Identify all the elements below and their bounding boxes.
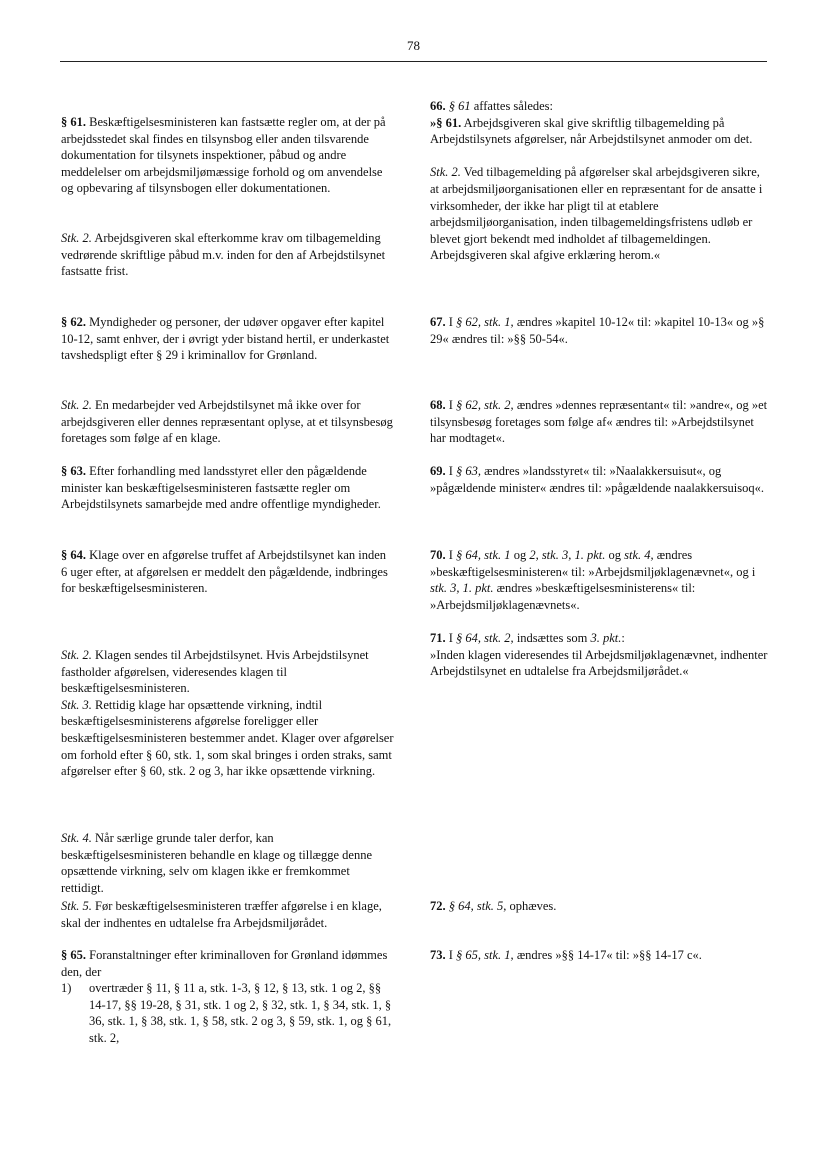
stk-label: Stk. 2. [61,231,92,245]
stk-text: Arbejdsgiveren skal efterkomme krav om tilbagemelding vedrørende skriftlige påbud m.v. inden for den af Arbejdstilsynet fastsatte frist. [61,231,386,279]
amendment-text: ændres »landsstyret« til: »Naalakkersuisut«, og »pågældende minister« ændres til: »pågældende naalakkersuisoq«. [430,464,764,495]
amendment-text: ændres »beskæftigelsesministeren« til: »Arbejdsmiljøklagenævnet«, og i [430,548,756,579]
amendment-prefix: I [445,464,457,478]
amendment-70 [430,547,768,613]
section-text: Klage over en afgørelse truffet af Arbejdstilsynet kan inden 6 uger efter, at afgørelsen er meddelt den pågældende, indbringes for beskæftigelsesministeren. [61,548,388,596]
amendment-prefix: I [445,631,457,645]
amendment-71 [430,630,768,680]
amendment-reference: § 64, stk. 2, [456,631,514,645]
section-text: Foranstaltninger efter kriminalloven for Grønland idømmes den, der [61,948,388,979]
section-64-stk-5 [61,898,395,931]
amendment-69 [430,463,768,496]
stk-label: Stk. 5. [61,899,92,913]
section-label: § 63. [61,464,86,478]
section-label: § 61. [61,115,86,129]
amendment-number: 67. [430,315,446,329]
section-64 [61,547,395,597]
stk-text: Klagen sendes til Arbejdstilsynet. Hvis Arbejdstilsynet fastholder afgørelsen, videresendes klagen til beskæftigelsesministeren. [61,648,369,696]
amendment-number: 73. [430,948,446,962]
amendment-connector: og [510,548,530,562]
section-62 [61,314,395,364]
stk-text: Når særlige grunde taler derfor, kan beskæftigelsesministeren behandle en klage og tillægge denne opsættende virkning, selv om klagen ikke er fremkommet rettidigt. [61,831,373,895]
section-label: § 64. [61,548,86,562]
section-61-stk-2 [61,230,395,280]
amendment-text: ændres »dennes repræsentant« til: »andre«, og »et tilsynsbesøg foretages som følge af« ændres til: »Arbejdstilsynet har modtaget«. [430,398,768,446]
amendment-text: , ophæves. [503,899,557,913]
stk-label: Stk. 3. [61,697,92,712]
section-label: § 62. [61,315,86,329]
amendment-prefix: I [445,948,457,962]
section-62-stk-2 [61,397,395,447]
page-number: 78 [407,38,420,53]
amendment-text: ændres »beskæftigelsesministerens« til: »Arbejdsmiljøklagenævnets«. [430,581,696,612]
amendment-reference: § 65, stk. 1, [456,948,514,962]
section-text: Myndigheder og personer, der udøver opgaver efter kapitel 10-12, samt enhver, der i øvrigt yder bistand hertil, er underkastet tavshedspligt efter § 29 i kriminallov for Grønland. [61,315,390,363]
amendment-reference: § 62, stk. 1, [456,315,514,329]
stk-text: En medarbejder ved Arbejdstilsynet må ikke over for arbejdsgiveren eller dennes repræsentant oplyse, at et tilsynsbesøg foretages som følge af en klage. [61,398,393,446]
amendment-66 [430,98,768,264]
header-rule [60,61,767,62]
amendment-73 [430,947,768,964]
amendment-text: ændres »kapitel 10-12« til: »kapitel 10-13« og »§ 29« ændres til: »§§ 50-54«. [430,315,765,346]
amendment-prefix: I [445,548,457,562]
amendment-72 [430,898,768,915]
section-65 [61,947,395,1047]
quote-label: »§ 61. [430,115,462,130]
amendment-text: indsættes som [513,631,591,645]
list-item [61,980,395,1046]
amendment-number: 69. [430,464,446,478]
amendment-prefix: I [445,398,457,412]
section-63 [61,463,395,513]
stk-text: Ved tilbagemelding på afgørelser skal arbejdsgiveren sikre, at arbejdsmiljøorganisationen eller en repræsentant for de ansatte i virksomheder, der ikke har pligt til at etablere arbejdsmiljøorganisation, inden tilbagemeldingsfristens udløb er blevet gjort bekendt med indholdet af tilbagemeldingen. Arbejdsgiveren skal afgive erklæring herom.« [430,165,763,263]
amendment-67 [430,314,768,347]
section-64-stk-2-3 [61,647,395,780]
stk-label: Stk. 2. [430,165,461,180]
amendment-68 [430,397,768,447]
amendment-number: 68. [430,398,446,412]
amendment-text: : [621,631,625,645]
section-text: Beskæftigelsesministeren kan fastsætte regler om, at der på arbejdsstedet skal findes en tilsynsbog eller anden tilsvarende dokumentation for tilsynets inspektioner, påbud og andre meddelelser om arbejdsmiljømæssige forhold og om anvendelse og opbevaring af tilsynsbogen eller dokumentationen. [61,115,386,196]
section-64-stk-4 [61,830,395,896]
section-text: Efter forhandling med landsstyret eller den pågældende minister kan beskæftigelsesministeren fastsætte regler om Arbejdstilsynets samarbejde med andre offentlige myndigheder. [61,464,381,512]
quote-text: Arbejdsgiveren skal give skriftlig tilbagemelding på Arbejdstilsynets afgørelser, når Arbejdstilsynet anmoder om det. [430,115,753,147]
section-61 [61,114,395,197]
list-item-number: 1) [61,981,72,996]
amendment-number: 72. [430,899,446,913]
amendment-connector: og [605,548,625,562]
amendment-number: 70. [430,548,446,562]
amendment-number: 66. [430,99,446,113]
amendment-text: ændres »§§ 14-17« til: »§§ 14-17 c«. [513,948,702,962]
amendment-text: affattes således: [470,99,553,113]
amendment-prefix: I [445,315,457,329]
amendment-reference: § 61 [448,99,471,113]
amendment-number: 71. [430,631,446,645]
list-item-text: overtræder § 11, § 11 a, stk. 1-3, § 12, § 13, stk. 1 og 2, §§ 14-17, §§ 19-28, § 31, stk. 1 og 2, § 32, stk. 1, § 34, stk. 1, § 36, stk. 1, § 38, stk. 1, § 58, stk. 2 og 3, § 59, stk. 1, og § 61, stk. 2, [89,981,392,1045]
section-label: § 65. [61,948,86,962]
quote-text: »Inden klagen videresendes til Arbejdsmiljøklagenævnet, indhenter Arbejdstilsynet en udtalelse fra Arbejdsmiljørådet.« [430,647,768,679]
stk-label: Stk. 4. [61,831,92,845]
amendment-reference: § 64, stk. 1 [456,548,511,562]
amendment-reference: § 64, stk. 5 [448,899,504,913]
stk-text: Rettidig klage har opsættende virkning, indtil beskæftigelsesministerens afgørelse foreligger eller beskæftigelsesministeren bestemmer andet. Klager over afgørelser om forhold efter § 60, stk. 1, som skal bringes i orden straks, samt afgørelser efter § 60, stk. 2 og 3, har ikke opsættende virkning. [61,697,394,779]
stk-label: Stk. 2. [61,648,92,662]
stk-text: Før beskæftigelsesministeren træffer afgørelse i en klage, skal der indhentes en udtalelse fra Arbejdsmiljørådet. [61,899,382,930]
amendment-reference: 2, stk. 3, 1. pkt. [529,548,606,562]
amendment-reference: § 62, stk. 2, [456,398,514,412]
amendment-reference: stk. 4, [624,548,654,562]
amendment-reference: 3. pkt. [590,631,622,645]
amendment-reference: stk. 3, 1. pkt. [430,581,494,596]
stk-label: Stk. 2. [61,398,92,412]
amendment-reference: § 63, [456,464,482,478]
